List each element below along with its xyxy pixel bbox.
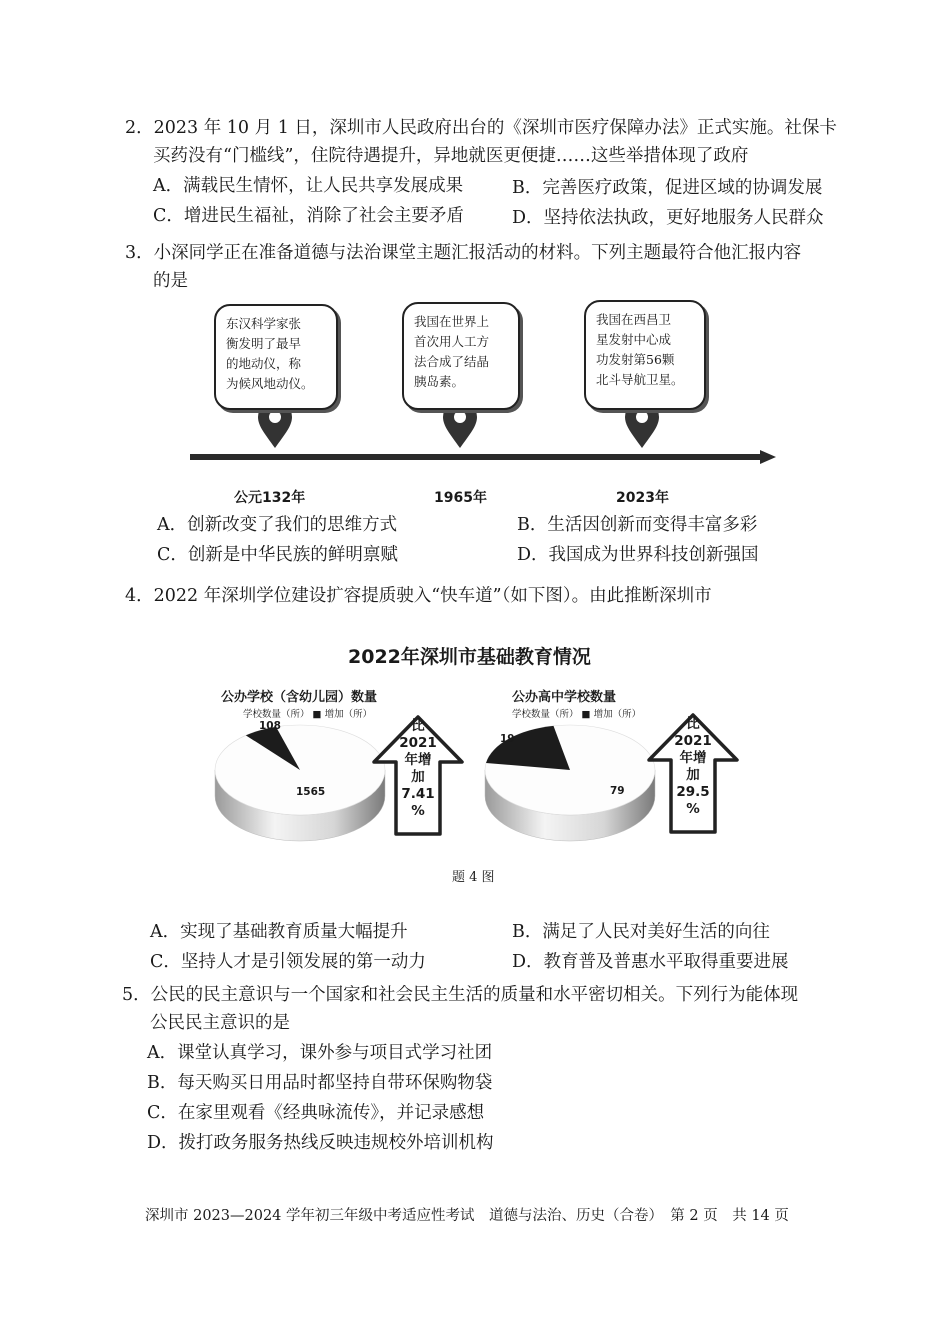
arrow-1-line: 比 [411, 718, 425, 734]
legend-increase: 增加（所） [593, 709, 642, 720]
q2-stem-line2: 买药没有“门槛线”，住院待遇提升，异地就医更便捷……这些举措体现了政府 [153, 146, 749, 166]
timeline-bubble-3 [584, 300, 706, 410]
chart2-subtitle: 公办高中学校数量 [512, 690, 617, 705]
q5-stem-line1: 5．公民的民主意识与一个国家和社会民主生活的质量和水平密切相关。下列行为能体现 [122, 985, 799, 1005]
bubble-3-line: 我国在西昌卫 [596, 312, 672, 327]
legend-school-count: 学校数量（所） [512, 709, 579, 720]
bubble-2-line: 法合成了结晶 [414, 354, 490, 369]
legend-increase: 增加（所） [324, 709, 373, 720]
timeline-bubble-1 [214, 304, 338, 410]
bubble-1-line: 衡发明了最早 [226, 336, 302, 351]
arrow-1-text [396, 718, 440, 820]
q4-option-d[interactable]: D．教育普及普惠水平取得重要进展 [512, 952, 789, 972]
chart-title: 2022年深圳市基础教育情况 [348, 646, 591, 668]
arrow-1-line: 加 [411, 769, 425, 785]
q3-option-a[interactable]: A．创新改变了我们的思维方式 [157, 515, 398, 535]
page-footer: 深圳市 2023—2024 学年初三年级中考适应性考试 道德与法治、历史（合卷） 第 2 页 共 14 页 [145, 1208, 789, 1224]
pie2-increase-label: 19 [500, 733, 515, 745]
bubble-2-line: 首次用人工方 [414, 334, 490, 349]
arrow-2-line: 比 [686, 716, 700, 732]
q2-option-a[interactable]: A．满载民生情怀，让人民共享发展成果 [153, 176, 464, 196]
legend-square-icon: ■ [581, 709, 591, 720]
timeline-year-1: 公元132年 [234, 490, 306, 506]
q5-stem-line2: 公民民主意识的是 [150, 1013, 290, 1033]
arrow-2-line: 29.5 [676, 784, 710, 800]
timeline-bubble-2 [402, 302, 520, 410]
timeline-year-3: 2023年 [616, 490, 669, 506]
q5-option-c[interactable]: C．在家里观看《经典咏流传》，并记录感想 [147, 1103, 485, 1123]
arrow-1-line: 7.41 [401, 786, 435, 802]
arrow-1-line: % [411, 803, 425, 819]
bubble-3-line: 星发射中心成 [596, 332, 672, 347]
q5-option-d[interactable]: D．拨打政务服务热线反映违规校外培训机构 [147, 1133, 494, 1153]
bubble-1-line: 为候风地动仪。 [226, 376, 314, 391]
q3-option-c[interactable]: C．创新是中华民族的鲜明禀赋 [157, 545, 398, 565]
arrow-2-line: % [686, 801, 700, 817]
q3-stem-line2: 的是 [153, 271, 188, 291]
pie1-count-label: 1565 [296, 786, 326, 798]
q5-option-b[interactable]: B．每天购买日用品时都坚持自带环保购物袋 [147, 1073, 493, 1093]
timeline-year-2: 1965年 [434, 490, 487, 506]
q4-option-c[interactable]: C．坚持人才是引领发展的第一动力 [150, 952, 426, 972]
pie-chart-public-schools [205, 715, 395, 845]
bubble-1-line: 的地动仪，称 [226, 356, 302, 371]
timeline-arrowhead [760, 450, 776, 464]
bubble-2-line: 胰岛素。 [414, 374, 465, 389]
arrow-2-line: 加 [686, 767, 700, 783]
pie1-increase-label: 108 [259, 720, 281, 732]
q4-option-b[interactable]: B．满足了人民对美好生活的向往 [512, 922, 770, 942]
arrow-1-line: 年增 [404, 752, 432, 768]
figure-caption: 题 4 图 [452, 870, 495, 885]
arrow-2-line: 2021 [674, 733, 712, 749]
bubble-1-line: 东汉科学家张 [226, 316, 302, 331]
q2-option-d[interactable]: D．坚持依法执政，更好地服务人民群众 [512, 208, 824, 228]
arrow-2-text [671, 716, 715, 818]
arrow-2-line: 年增 [679, 750, 707, 766]
bubble-3-line: 北斗导航卫星。 [596, 372, 684, 387]
chart1-subtitle: 公办学校（含幼儿园）数量 [221, 690, 378, 705]
arrow-1-line: 2021 [399, 735, 437, 751]
legend-square-icon: ■ [312, 709, 322, 720]
q2-stem-line1: 2．2023 年 10 月 1 日，深圳市人民政府出台的《深圳市医疗保障办法》正式实施。社保卡 [125, 118, 837, 138]
q4-option-a[interactable]: A．实现了基础教育质量大幅提升 [150, 922, 408, 942]
q3-stem-line1: 3．小深同学正在准备道德与法治课堂主题汇报活动的材料。下列主题最符合他汇报内容 [125, 243, 802, 263]
pie2-count-label: 79 [610, 785, 625, 797]
bubble-2-line: 我国在世界上 [414, 314, 490, 329]
q2-option-b[interactable]: B．完善医疗政策，促进区域的协调发展 [512, 178, 823, 198]
q3-option-d[interactable]: D．我国成为世界科技创新强国 [517, 545, 759, 565]
q4-stem-line1: 4．2022 年深圳学位建设扩容提质驶入“快车道”（如下图）。由此推断深圳市 [125, 586, 712, 606]
q3-option-b[interactable]: B．生活因创新而变得丰富多彩 [517, 515, 758, 535]
q2-option-c[interactable]: C．增进民生福祉，消除了社会主要矛盾 [153, 206, 464, 226]
bubble-3-line: 功发射第56颗 [596, 352, 675, 367]
legend-school-count: 学校数量（所） [243, 709, 310, 720]
q5-option-a[interactable]: A．课堂认真学习，课外参与项目式学习社团 [147, 1043, 493, 1063]
